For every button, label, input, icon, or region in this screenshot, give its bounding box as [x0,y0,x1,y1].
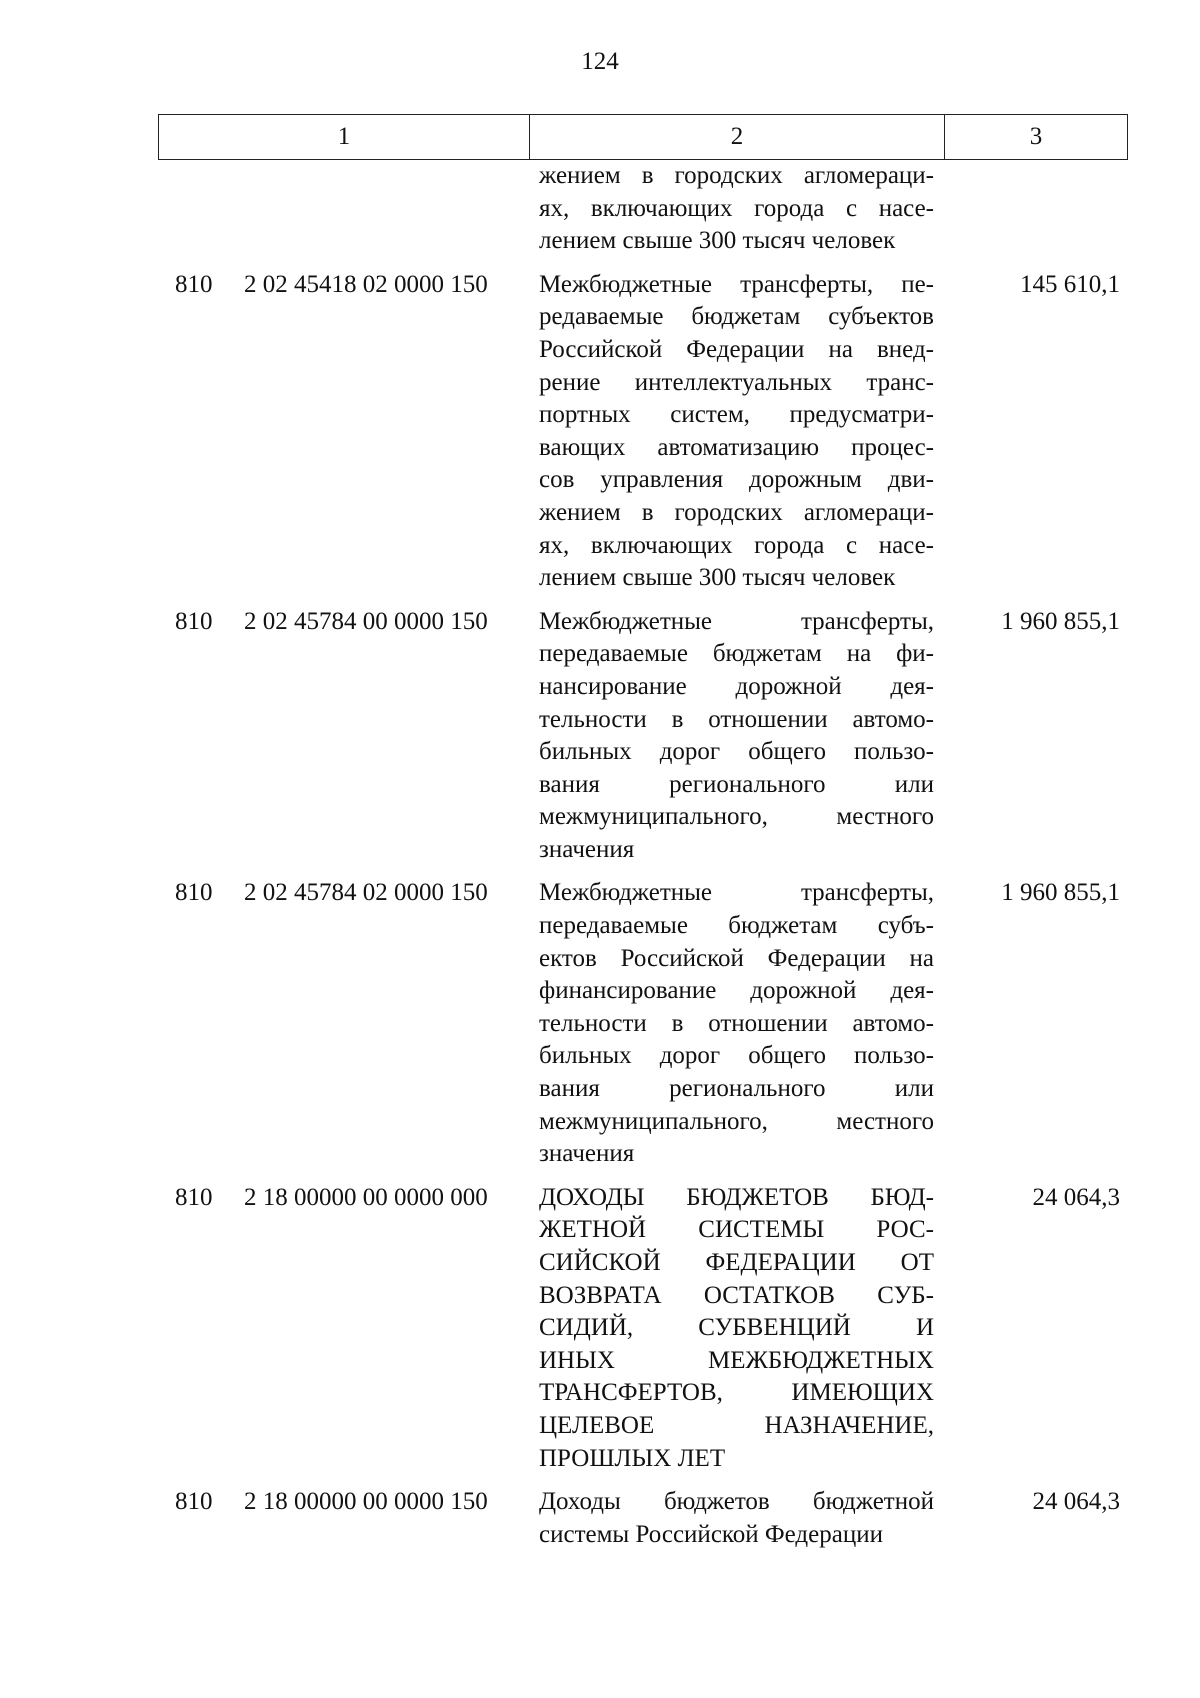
description-line: вающих автоматизацию процес- [539,433,934,461]
description-line: ектов Российской Федерации на [539,944,934,972]
table-row [0,160,1200,258]
budget-code-cell: 2 18 00000 00 0000 150 [244,1488,488,1516]
description-line: нансирование дорожной дея- [539,672,934,700]
description-line: редаваемые бюджетам субъектов [539,303,934,331]
description-line: рение интеллектуальных транс- [539,368,934,396]
description-line: СИДИЙ, СУБВЕНЦИЙ И [539,1314,934,1342]
description-line: системы Российской Федерации [539,1520,883,1548]
table-header [158,114,1128,160]
header-col-1: 1 [159,115,530,159]
description-line: ДОХОДЫ БЮДЖЕТОВ БЮД- [539,1183,934,1211]
description-cell [539,606,934,867]
description-cell [539,1182,934,1475]
description-line: СИЙСКОЙ ФЕДЕРАЦИИ ОТ [539,1249,934,1276]
description-line: ИНЫХ МЕЖБЮДЖЕТНЫХ [539,1346,934,1374]
description-line: сов управления дорожным дви- [539,466,934,494]
table-row [0,1182,1200,1475]
budget-code-cell: 2 02 45418 02 0000 150 [244,270,488,298]
row-gap [0,1475,1200,1486]
description-line: портных систем, предусматри- [539,401,934,429]
page-number: 124 [581,48,619,75]
description-line: тельности в отношении автомо- [539,705,934,733]
admin-code-cell: 810 [175,607,213,635]
admin-code-cell: 810 [175,1488,213,1516]
amount-cell: 1 960 855,1 [1001,607,1120,635]
description-line: жением в городских агломераци- [539,162,934,189]
description-line: вания регионального или [539,1075,934,1103]
description-line: ях, включающих города с насе- [539,531,934,559]
description-line: ях, включающих города с насе- [539,194,934,222]
description-line: передаваемые бюджетам на фи- [539,640,934,668]
description-line: тельности в отношении автомо- [539,1009,934,1037]
amount-cell: 24 064,3 [1032,1488,1120,1516]
admin-code-cell: 810 [175,270,213,298]
amount-cell: 1 960 855,1 [1001,879,1120,907]
admin-code-cell: 810 [175,1183,213,1211]
table-row [0,1486,1200,1551]
description-line: вания регионального или [539,770,934,798]
description-line: бильных дорог общего пользо- [539,738,934,766]
description-line: ТРАНСФЕРТОВ, ИМЕЮЩИХ [539,1379,934,1407]
description-line: лением свыше 300 тысяч человек [539,564,896,592]
description-line: значения [539,1140,635,1168]
description-line: межмуниципального, местного [539,803,934,831]
row-gap [0,866,1200,877]
description-line: Доходы бюджетов бюджетной [539,1488,934,1516]
table-body [0,160,1200,1551]
budget-code-cell: 2 02 45784 02 0000 150 [244,879,488,907]
header-col-3: 3 [1029,123,1043,150]
description-cell [539,269,934,595]
table-row [0,269,1200,595]
amount-cell: 24 064,3 [1032,1183,1120,1211]
description-cell [539,877,934,1170]
budget-code-cell: 2 18 00000 00 0000 000 [244,1183,488,1211]
description-line: Российской Федерации на внед- [539,335,934,363]
description-cell [539,160,934,258]
table-row [0,877,1200,1170]
budget-code-cell: 2 02 45784 00 0000 150 [244,607,488,635]
description-line: межмуниципального, местного [539,1107,934,1135]
description-line: жением в городских агломераци- [539,498,934,526]
description-line: Межбюджетные трансферты, [539,879,934,907]
description-line: ЖЕТНОЙ СИСТЕМЫ РОС- [539,1216,934,1244]
description-line: ВОЗВРАТА ОСТАТКОВ СУБ- [539,1281,934,1309]
row-gap [0,1171,1200,1182]
table-row [0,606,1200,867]
admin-code-cell: 810 [175,879,213,907]
row-gap [0,258,1200,269]
row-gap [0,595,1200,606]
description-line: передаваемые бюджетам субъ- [539,912,934,940]
amount-cell: 145 610,1 [1020,270,1120,298]
description-cell [539,1486,934,1551]
description-line: лением свыше 300 тысяч человек [539,227,896,255]
description-line: Межбюджетные трансферты, [539,607,934,635]
description-line: ЦЕЛЕВОЕ НАЗНАЧЕНИЕ, [539,1411,934,1439]
header-col-2: 2 [530,115,945,159]
description-line: ПРОШЛЫХ ЛЕТ [539,1444,726,1472]
description-line: финансирование дорожной дея- [539,977,934,1005]
description-line: значения [539,835,635,863]
description-line: Межбюджетные трансферты, пе- [539,270,934,298]
description-line: бильных дорог общего пользо- [539,1042,934,1070]
